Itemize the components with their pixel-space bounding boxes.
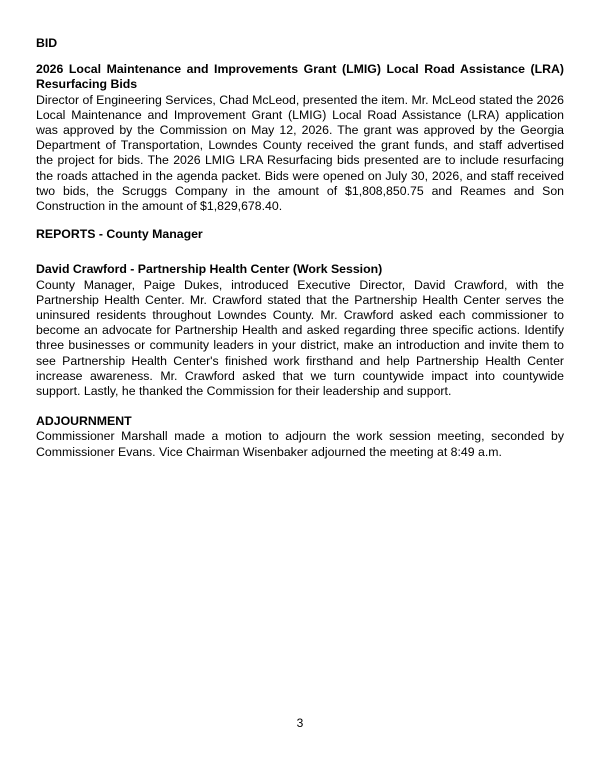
adjournment-section xyxy=(36,414,564,460)
lmig-item-title: 2026 Local Maintenance and Improvements Grant (LMIG) Local Road Assistance (LRA) Resurfacing Bids xyxy=(36,62,564,92)
adjournment-body: Commissioner Marshall made a motion to adjourn the work session meeting, seconded by Commissioner Evans. Vice Chairman Wisenbaker adjourned the meeting at 8:49 a.m. xyxy=(36,429,564,459)
bid-section xyxy=(36,36,564,51)
crawford-item xyxy=(36,262,564,399)
page-number: 3 xyxy=(296,716,304,730)
document-page xyxy=(36,36,564,460)
lmig-item xyxy=(36,62,564,214)
reports-section xyxy=(36,227,564,242)
lmig-item-body: Director of Engineering Services, Chad McLeod, presented the item. Mr. McLeod stated the 2026 Local Maintenance and Improvement Grant (LMIG) Local Road Assistance (LRA) application was approved by the Commission on May 12, 2026. The grant was approved by the Georgia Department of Transportation, Lowndes County received the grant funds, and staff advertised the project for bids. The 2026 LMIG LRA Resurfacing bids presented are to include resurfacing the roads attached in the agenda packet. Bids were opened on July 30, 2026, and staff received two bids, the Scruggs Company in the amount of $1,808,850.75 and Reames and Son Construction in the amount of $1,829,678.40. xyxy=(36,92,564,214)
crawford-item-body: County Manager, Paige Dukes, introduced Executive Director, David Crawford, with the Partnership Health Center. Mr. Crawford stated that the Partnership Health Center serves the uninsured residents throughout Lowndes County. Mr. Crawford asked each commissioner to become an advocate for Partnership Health and asked regarding three specific actions. Identify three businesses or community leaders in your district, make an introduction and invite them to see Partnership Health Center's finished work firsthand and help Partnership Health Center increase awareness. Mr. Crawford asked that we turn countywide impact into countywide support. Lastly, he thanked the Commission for their leadership and support. xyxy=(36,277,564,399)
adjournment-heading: ADJOURNMENT xyxy=(36,414,132,429)
crawford-item-title: David Crawford - Partnership Health Center (Work Session) xyxy=(36,262,383,277)
reports-heading: REPORTS - County Manager xyxy=(36,227,203,242)
bid-heading: BID xyxy=(36,36,58,50)
